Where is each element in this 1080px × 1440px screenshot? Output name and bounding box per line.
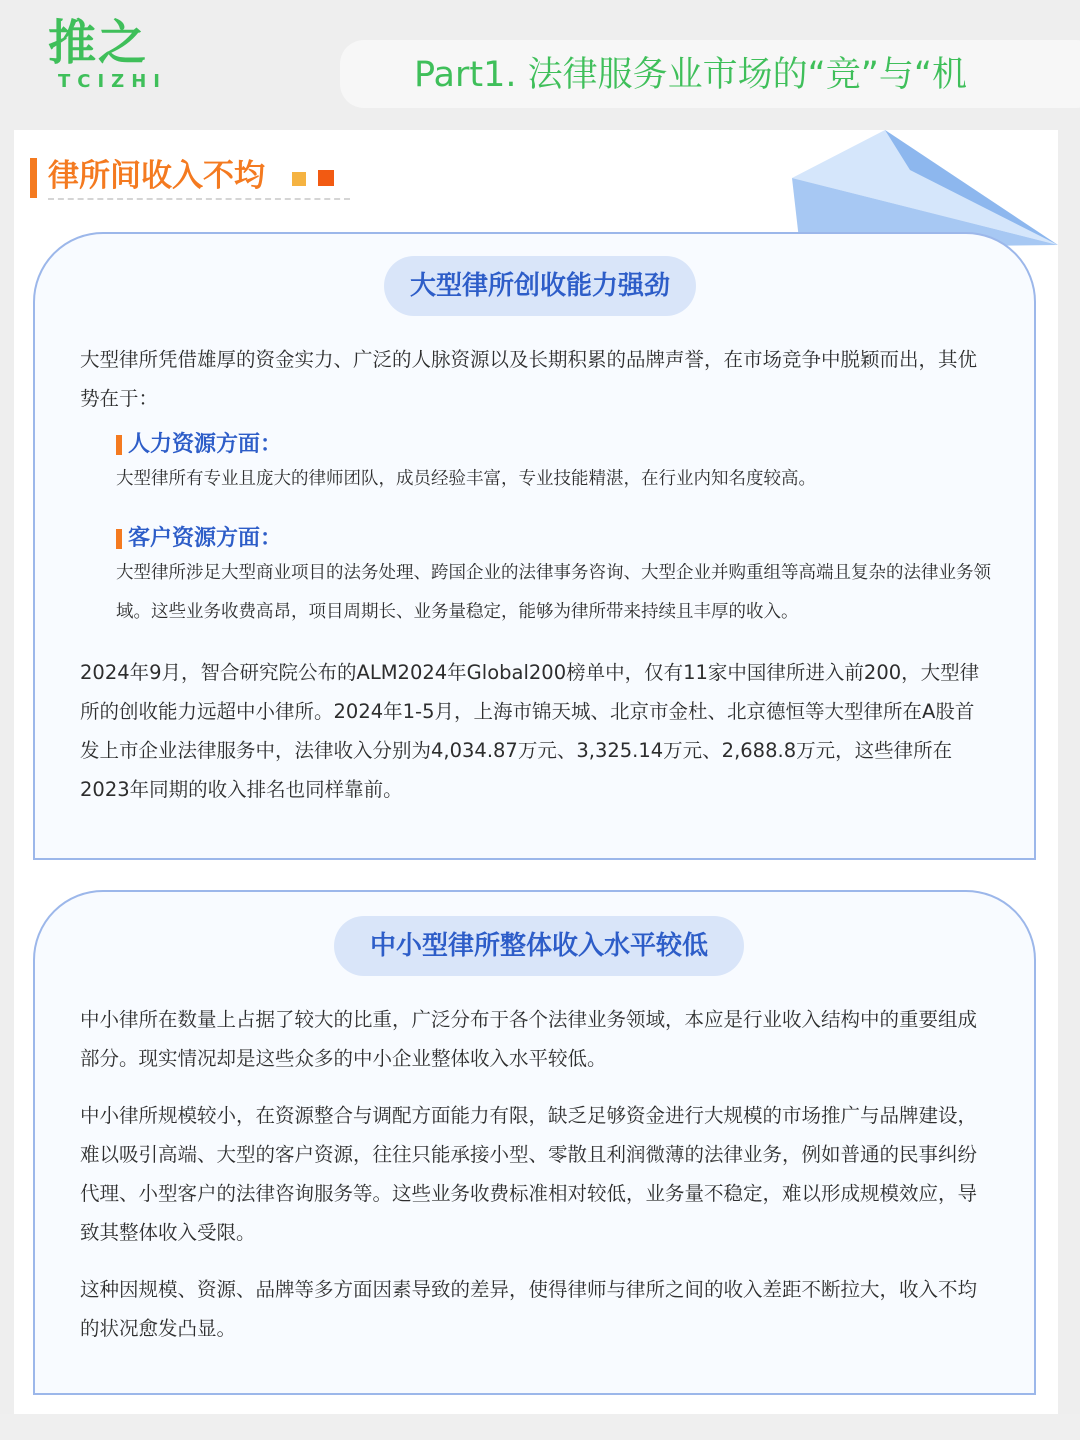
- large-firm-pill-title: 大型律所创收能力强劲: [384, 256, 696, 316]
- section-divider: [48, 198, 350, 200]
- logo-main-text: 推之: [48, 15, 149, 71]
- decor-square-icon: [318, 170, 334, 186]
- bottom-strip: [0, 1414, 1080, 1440]
- logo-sub-text: TCIZHI: [58, 71, 167, 92]
- large-firm-intro: 大型律所凭借雄厚的资金实力、广泛的人脉资源以及长期积累的品牌声誉，在市场竞争中脱颖而出，其优势在于：: [80, 348, 978, 410]
- section-accent-bar: [30, 158, 37, 198]
- brand-logo: [48, 14, 178, 104]
- large-firm-data-paragraph: 2024年9月，智合研究院公布的ALM2024年Global200榜单中，仅有11家中国律所进入前200，大型律所的创收能力远超中小律所。2024年1-5月，上海市锦天城、北京市金杜、北京德恒等大型律所在A股首发上市企业法律服务中，法律收入分别为4,034.87万元、3,325.14万元、2,688.8万元，这些律所在2023年同期的收入排名也同样靠前。: [80, 661, 980, 801]
- hr-title: 人力资源方面：: [128, 432, 283, 457]
- subheading-accent-bar: [116, 435, 122, 455]
- small-firm-paragraph-3: 这种因规模、资源、品牌等多方面因素导致的差异，使得律师与律所之间的收入差距不断拉大，收入不均的状况愈发凸显。: [80, 1278, 978, 1340]
- decor-square-icon: [292, 172, 306, 186]
- small-firm-paragraph-2: 中小律所规模较小，在资源整合与调配方面能力有限，缺乏足够资金进行大规模的市场推广与品牌建设，难以吸引高端、大型的客户资源，往往只能承接小型、零散且利润微薄的法律业务，例如普通的民事纠纷代理、小型客户的法律咨询服务等。这些业务收费标准相对较低，业务量不稳定，难以形成规模效应，导致其整体收入受限。: [80, 1104, 978, 1244]
- small-firm-pill-title: 中小型律所整体收入水平较低: [334, 916, 744, 976]
- client-text: 大型律所涉足大型商业项目的法务处理、跨国企业的法律事务咨询、大型企业并购重组等高端且复杂的法律业务领域。这些业务收费高昂，项目周期长、业务量稳定，能够为律所带来持续且丰厚的收入。: [116, 563, 991, 622]
- subheading-accent-bar: [116, 529, 122, 549]
- page-title: Part1. 法律服务业市场的“竞”与“机: [414, 55, 968, 95]
- small-firm-paragraph-1: 中小律所在数量上占据了较大的比重，广泛分布于各个法律业务领域，本应是行业收入结构中的重要组成部分。现实情况却是这些众多的中小企业整体收入水平较低。: [80, 1008, 978, 1070]
- hr-text: 大型律所有专业且庞大的律师团队，成员经验丰富，专业技能精湛，在行业内知名度较高。: [116, 469, 816, 489]
- section-title: 律所间收入不均: [48, 158, 265, 194]
- client-title: 客户资源方面：: [128, 526, 283, 551]
